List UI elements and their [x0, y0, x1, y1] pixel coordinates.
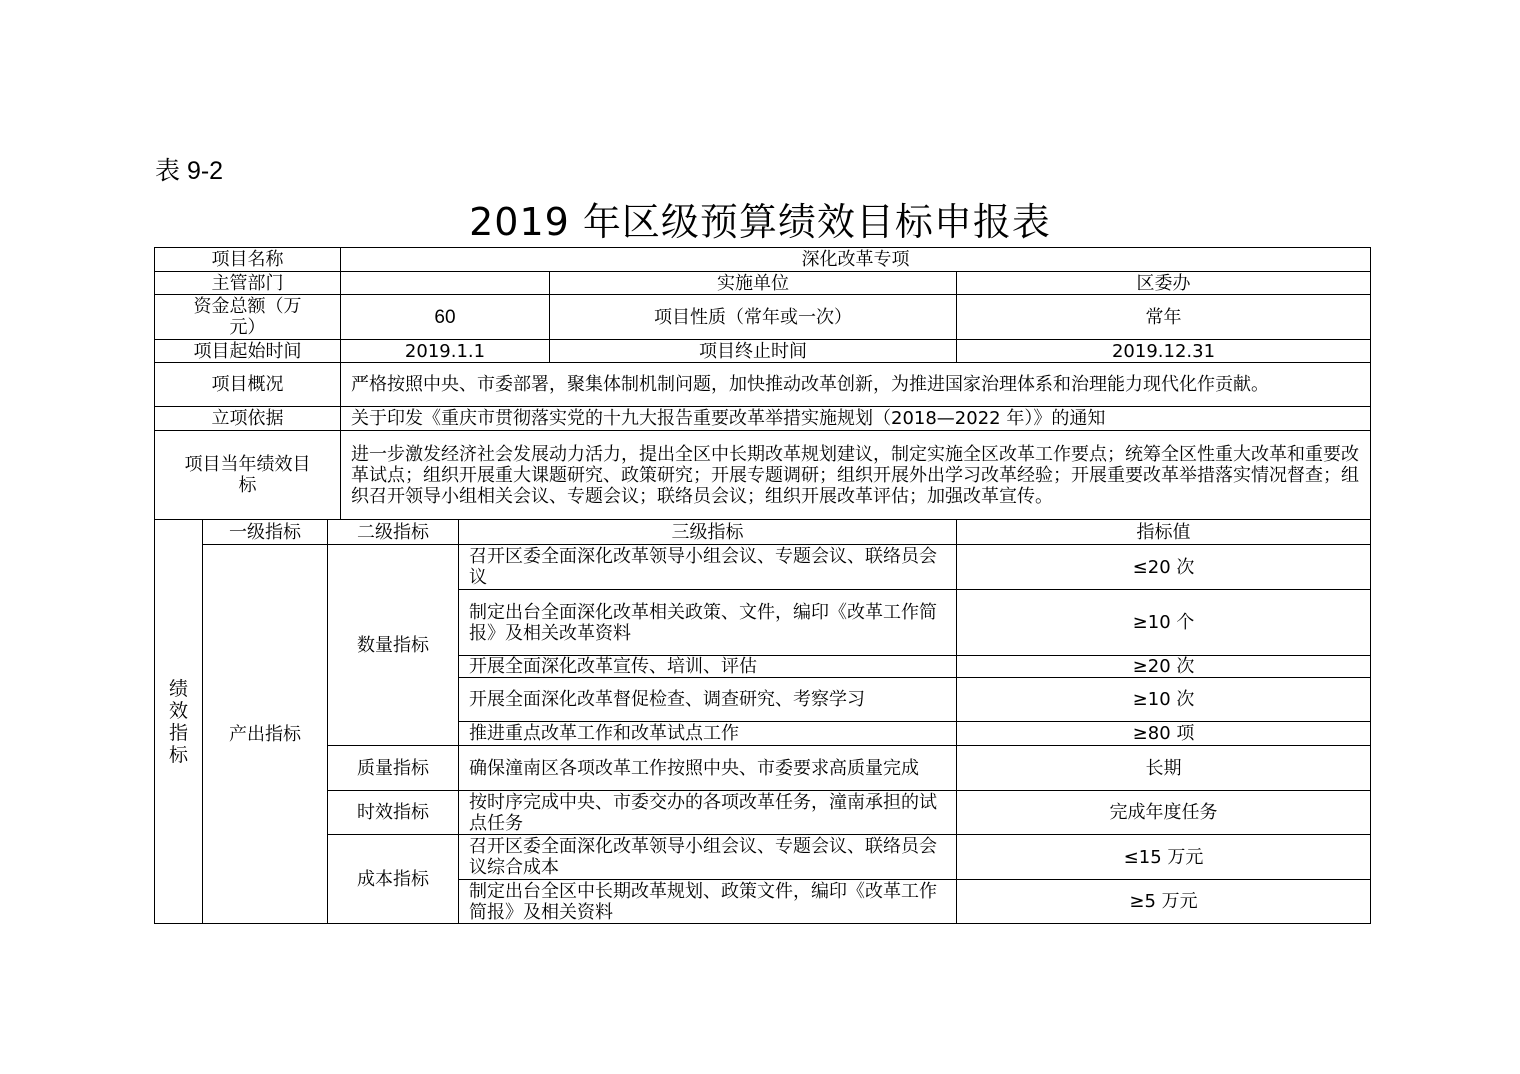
funds-label: 资金总额（万元）: [155, 295, 341, 340]
implementer-label: 实施单位: [550, 272, 957, 295]
indicator-value: 长期: [957, 746, 1371, 791]
header-level2: 二级指标: [328, 520, 459, 545]
overview-value: 严格按照中央、市委部署，聚集体制机制问题，加快推动改革创新，为推进国家治理体系和治理能力现代化作贡献。: [341, 363, 1371, 407]
row-project-name: [155, 248, 1371, 272]
table-row: [155, 746, 1371, 791]
quantity-indicator-label: 数量指标: [328, 545, 459, 746]
header-level3: 三级指标: [459, 520, 957, 545]
indicator-value: 完成年度任务: [957, 791, 1371, 835]
cost-indicator-label: 成本指标: [328, 835, 459, 924]
page-title: 2019 年区级预算绩效目标申报表: [469, 200, 1051, 244]
annual-goal-label: 项目当年绩效目标: [155, 431, 341, 520]
indicator-item: 确保潼南区各项改革工作按照中央、市委要求高质量完成: [459, 746, 957, 791]
quality-indicator-label: 质量指标: [328, 746, 459, 791]
overview-label: 项目概况: [155, 363, 341, 407]
department-label: 主管部门: [155, 272, 341, 295]
indicator-item: 制定出台全区中长期改革规划、政策文件，编印《改革工作简报》及相关资料: [459, 880, 957, 924]
performance-target-table: [154, 247, 1371, 924]
table-row: [155, 791, 1371, 835]
indicator-value: ≥10 次: [957, 678, 1371, 722]
performance-indicators-label: [155, 520, 203, 924]
indicator-item: 推进重点改革工作和改革试点工作: [459, 722, 957, 746]
header-level1: 一级指标: [203, 520, 328, 545]
indicator-value: ≥80 项: [957, 722, 1371, 746]
table-row: [155, 545, 1371, 590]
department-value: [341, 272, 550, 295]
header-value: 指标值: [957, 520, 1371, 545]
row-period: [155, 340, 1371, 363]
implementer-value: 区委办: [957, 272, 1371, 295]
end-time-value: 2019.12.31: [957, 340, 1371, 363]
row-department: [155, 272, 1371, 295]
row-annual-goal: [155, 431, 1371, 520]
indicator-item: 制定出台全面深化改革相关政策、文件，编印《改革工作简报》及相关改革资料: [459, 590, 957, 656]
output-indicator-label: 产出指标: [203, 545, 328, 924]
nature-label: 项目性质（常年或一次）: [550, 295, 957, 340]
project-name-value: 深化改革专项: [341, 248, 1371, 272]
indicator-item: 按时序完成中央、市委交办的各项改革任务，潼南承担的试点任务: [459, 791, 957, 835]
start-time-label: 项目起始时间: [155, 340, 341, 363]
annual-goal-value: 进一步激发经济社会发展动力活力，提出全区中长期改革规划建议，制定实施全区改革工作要点；统筹全区性重大改革和重要改革试点；组织开展重大课题研究、政策研究；开展专题调研；组织开展外出学习改革经验；开展重要改革举措落实情况督查；组织召开领导小组相关会议、专题会议；联络员会议；组织开展改革评估；加强改革宣传。: [341, 431, 1371, 520]
indicator-item: 召开区委全面深化改革领导小组会议、专题会议、联络员会议: [459, 545, 957, 590]
row-basis: [155, 407, 1371, 431]
timeliness-indicator-label: 时效指标: [328, 791, 459, 835]
row-funds: [155, 295, 1371, 340]
end-time-label: 项目终止时间: [550, 340, 957, 363]
performance-indicators-text: 绩效指标: [168, 677, 188, 766]
nature-value: 常年: [957, 295, 1371, 340]
indicator-value: ≥5 万元: [957, 880, 1371, 924]
table-number: 表 9-2: [155, 157, 224, 185]
row-indicator-header: [155, 520, 1371, 545]
row-overview: [155, 363, 1371, 407]
indicator-item: 开展全面深化改革宣传、培训、评估: [459, 656, 957, 678]
basis-value: 关于印发《重庆市贯彻落实党的十九大报告重要改革举措实施规划（2018—2022 年）》的通知: [341, 407, 1371, 431]
indicator-value: ≥10 个: [957, 590, 1371, 656]
basis-label: 立项依据: [155, 407, 341, 431]
indicator-value: ≥20 次: [957, 656, 1371, 678]
indicator-value: ≤20 次: [957, 545, 1371, 590]
project-name-label: 项目名称: [155, 248, 341, 272]
table-row: [155, 835, 1371, 880]
indicator-item: 开展全面深化改革督促检查、调查研究、考察学习: [459, 678, 957, 722]
indicator-item: 召开区委全面深化改革领导小组会议、专题会议、联络员会议综合成本: [459, 835, 957, 880]
start-time-value: 2019.1.1: [341, 340, 550, 363]
indicator-value: ≤15 万元: [957, 835, 1371, 880]
funds-value: 60: [341, 295, 550, 340]
